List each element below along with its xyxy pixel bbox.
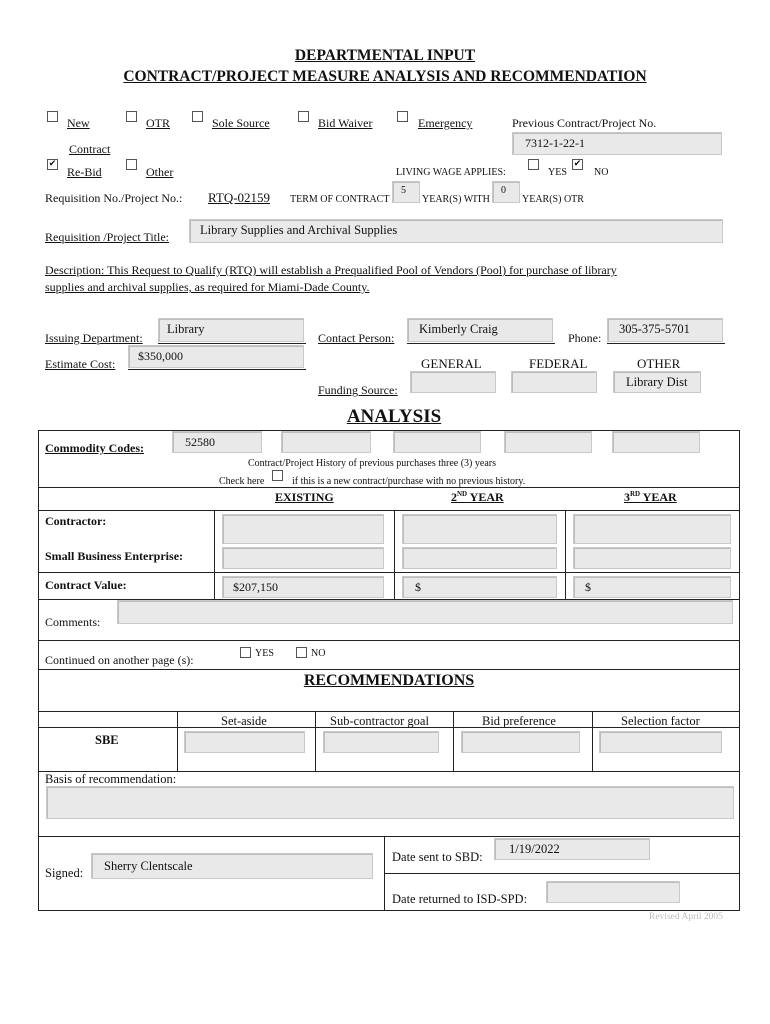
signed-label: Signed:	[45, 866, 84, 880]
sbe-year3-field[interactable]	[573, 547, 731, 569]
contractor-label: Contractor:	[45, 514, 107, 528]
living-wage-no-label: NO	[594, 167, 609, 178]
rec-divider-4	[592, 711, 593, 771]
living-wage-no-checkbox[interactable]: ✔	[573, 159, 582, 169]
funding-federal-label: FEDERAL	[529, 356, 588, 371]
emergency-label: Emergency	[418, 116, 473, 130]
second-year-text: YEAR	[467, 490, 504, 504]
recommendations-heading: RECOMMENDATIONS	[303, 672, 475, 689]
table-border-left	[38, 430, 39, 911]
contract-value-year3-field[interactable]: $	[573, 576, 731, 598]
recommendations-row-rule	[38, 669, 740, 670]
continued-row-rule	[38, 640, 740, 641]
contract-value-year2-field[interactable]: $	[402, 576, 557, 598]
form-title: DEPARTMENTAL INPUT	[294, 47, 476, 64]
date-returned-label: Date returned to ISD-SPD:	[392, 892, 528, 906]
second-year-number: 2	[451, 490, 457, 504]
rec-divider-1	[177, 711, 178, 771]
setaside-field[interactable]	[184, 731, 305, 753]
col-divider-3	[565, 510, 566, 599]
rec-divider-2	[315, 711, 316, 771]
term-label: TERM OF CONTRACT	[290, 194, 390, 205]
third-year-sup: RD	[630, 490, 641, 498]
description-line2: supplies and archival supplies, as required for Miami-Dade County.	[45, 280, 370, 294]
project-title-field[interactable]: Library Supplies and Archival Supplies	[189, 219, 723, 243]
otr-years-field[interactable]: 0	[492, 181, 520, 203]
sbe-row-rule	[38, 727, 740, 728]
contract-value-row-rule	[38, 572, 740, 573]
commodity-code-5[interactable]	[612, 431, 700, 453]
requisition-label: Requisition No./Project No.:	[45, 191, 183, 205]
issuing-dept-field[interactable]: Library	[158, 318, 304, 342]
col-divider-2	[394, 510, 395, 599]
third-year-header	[624, 490, 677, 505]
funding-other-field[interactable]: Library Dist	[613, 371, 701, 393]
commodity-code-4[interactable]	[504, 431, 592, 453]
other-checkbox[interactable]	[126, 159, 137, 170]
otr-years-label: YEAR(S) OTR	[522, 194, 584, 205]
basis-label: Basis of recommendation:	[45, 772, 177, 786]
years-with-label: YEAR(S) WITH	[422, 194, 490, 205]
check-here-label: Check here	[219, 476, 265, 487]
other-label: Other	[146, 165, 174, 179]
rec-divider-3	[453, 711, 454, 771]
commodity-code-3[interactable]	[393, 431, 481, 453]
rebid-label: Re-Bid	[67, 165, 102, 179]
sbe-row-label: SBE	[95, 733, 119, 747]
bid-preference-field[interactable]	[461, 731, 580, 753]
setaside-header: Set-aside	[221, 714, 267, 728]
issuing-dept-label: Issuing Department:	[45, 331, 143, 345]
bid-waiver-label: Bid Waiver	[318, 116, 373, 130]
sbe-existing-field[interactable]	[222, 547, 384, 569]
table-border-right	[739, 430, 740, 911]
funding-source-label: Funding Source:	[318, 383, 398, 397]
contractor-row-rule	[38, 510, 740, 511]
bid-preference-header: Bid preference	[482, 714, 556, 728]
col-divider-1	[214, 510, 215, 599]
contractor-year3-field[interactable]	[573, 514, 731, 544]
continued-yes-label: YES	[255, 648, 274, 659]
term-years-field[interactable]: 5	[392, 181, 420, 203]
contract-label: Contract	[69, 142, 111, 156]
date-sent-field[interactable]: 1/19/2022	[494, 838, 650, 860]
table-border-bottom	[38, 910, 740, 911]
estimate-field[interactable]: $350,000	[128, 345, 304, 368]
sole-source-label: Sole Source	[212, 116, 270, 130]
funding-other-label: OTHER	[637, 356, 681, 371]
second-year-sup: ND	[457, 490, 468, 498]
funding-general-label: GENERAL	[421, 356, 482, 371]
continued-yes-checkbox[interactable]	[240, 647, 251, 658]
sole-source-checkbox[interactable]	[192, 111, 203, 122]
phone-label: Phone:	[568, 331, 602, 345]
living-wage-label: LIVING WAGE APPLIES:	[396, 167, 506, 178]
otr-checkbox[interactable]	[126, 111, 137, 122]
estimate-label: Estimate Cost:	[45, 357, 116, 371]
previous-contract-field[interactable]: 7312-1-22-1	[512, 132, 722, 155]
contract-value-existing-field[interactable]: $207,150	[222, 576, 384, 598]
living-wage-yes-label: YES	[548, 167, 567, 178]
phone-underline	[607, 343, 725, 344]
form-subtitle: CONTRACT/PROJECT MEASURE ANALYSIS AND RECOMMENDATION	[123, 68, 647, 85]
funding-federal-field[interactable]	[511, 371, 597, 393]
contractor-year2-field[interactable]	[402, 514, 557, 544]
basis-field[interactable]	[46, 786, 734, 819]
contract-value-label: Contract Value:	[45, 578, 127, 592]
project-title-label: Requisition /Project Title:	[45, 230, 170, 244]
third-year-number: 3	[624, 490, 630, 504]
analysis-heading: ANALYSIS	[346, 406, 442, 427]
otr-label: OTR	[146, 116, 170, 130]
estimate-underline	[128, 369, 306, 370]
phone-field[interactable]: 305-375-5701	[607, 318, 723, 342]
contact-underline	[407, 343, 555, 344]
bid-waiver-checkbox[interactable]	[298, 111, 309, 122]
description-line1: Description: This Request to Qualify (RTQ) will establish a Prequalified Pool of Vendors (Pool) for purchase of library	[45, 263, 617, 277]
existing-header: EXISTING	[275, 490, 334, 504]
comments-field[interactable]	[117, 600, 733, 624]
history-text: Contract/Project History of previous purchases three (3) years	[248, 458, 496, 469]
date-returned-rule	[384, 873, 740, 874]
emergency-checkbox[interactable]	[397, 111, 408, 122]
second-year-header	[451, 490, 504, 505]
commodity-codes-label: Commodity Codes:	[45, 441, 144, 455]
date-returned-field[interactable]	[546, 881, 680, 903]
selection-factor-header: Selection factor	[621, 714, 700, 728]
contact-label: Contact Person:	[318, 331, 395, 345]
continued-label: Continued on another page (s):	[45, 653, 194, 667]
commodity-code-2[interactable]	[281, 431, 371, 453]
sbe-year2-field[interactable]	[402, 547, 557, 569]
requisition-value: RTQ-02159	[208, 190, 271, 205]
commodity-code-1[interactable]: 52580	[172, 431, 262, 453]
signed-field[interactable]: Sherry Clentscale	[91, 853, 373, 879]
revised-note: Revised April 2005	[649, 912, 723, 922]
rec-columns-rule	[38, 711, 740, 712]
living-wage-yes-checkbox[interactable]	[528, 159, 539, 170]
sbe-label: Small Business Enterprise:	[45, 549, 184, 563]
previous-contract-label: Previous Contract/Project No.	[512, 116, 657, 130]
selection-factor-field[interactable]	[599, 731, 722, 753]
issuing-dept-underline	[158, 343, 306, 344]
continued-no-checkbox[interactable]	[296, 647, 307, 658]
contractor-existing-field[interactable]	[222, 514, 384, 544]
subcontractor-field[interactable]	[323, 731, 439, 753]
signature-row-rule	[38, 836, 740, 837]
new-label: New	[67, 116, 90, 130]
third-year-text: YEAR	[640, 490, 677, 504]
subcontractor-header: Sub-contractor goal	[330, 714, 429, 728]
new-checkbox[interactable]	[47, 111, 58, 122]
funding-general-field[interactable]	[410, 371, 496, 393]
header-row-rule	[38, 487, 740, 488]
continued-no-label: NO	[311, 648, 326, 659]
rebid-checkbox[interactable]: ✔	[48, 159, 57, 169]
contact-field[interactable]: Kimberly Craig	[407, 318, 553, 342]
date-sent-label: Date sent to SBD:	[392, 850, 483, 864]
new-contract-checkbox[interactable]	[272, 470, 283, 481]
new-contract-text: if this is a new contract/purchase with no previous history.	[292, 476, 526, 487]
comments-label: Comments:	[45, 615, 101, 629]
